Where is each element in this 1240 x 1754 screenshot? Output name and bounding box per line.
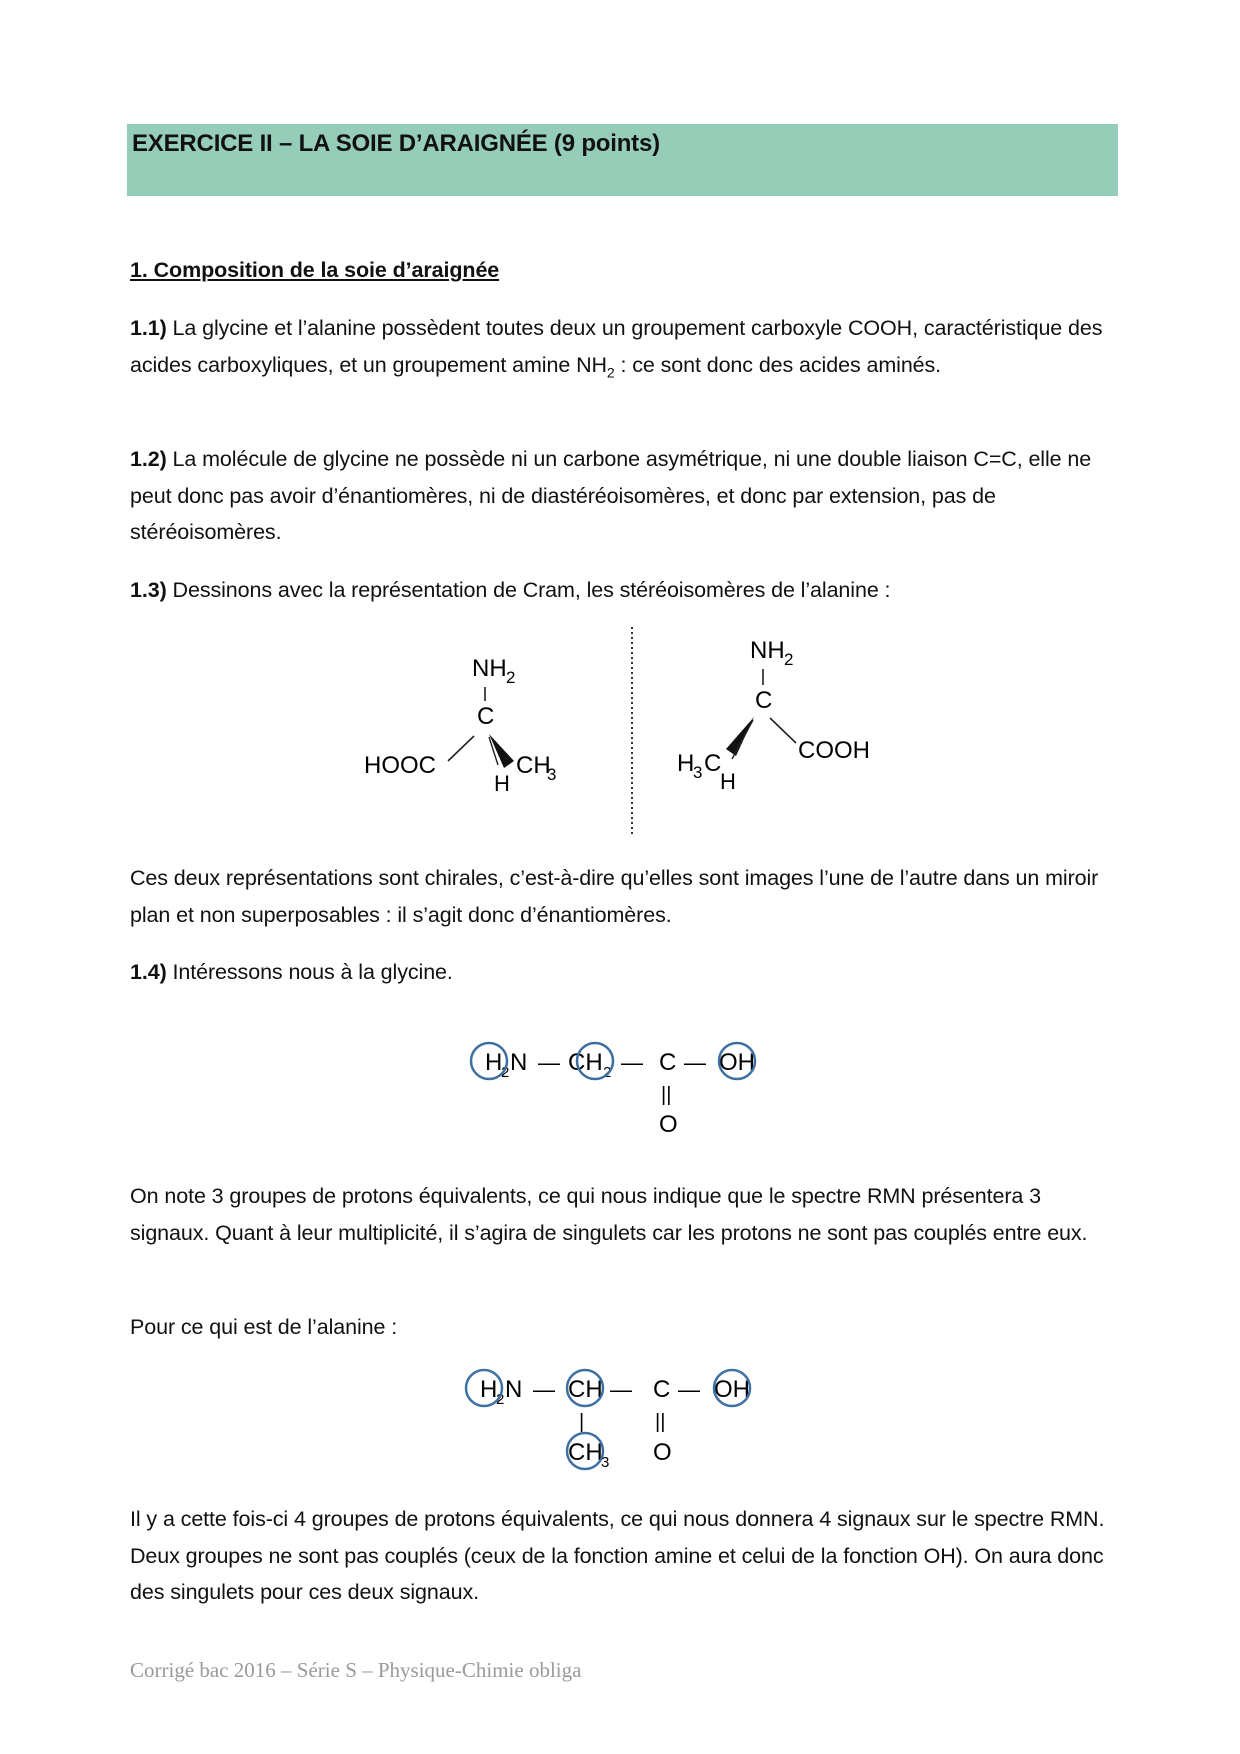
cram-right-sub2: 2 bbox=[784, 650, 794, 669]
cram-right-nh: NH bbox=[750, 637, 785, 664]
cram-left-bond-hooc bbox=[448, 736, 474, 761]
glycine-o: O bbox=[659, 1111, 678, 1138]
cram-right-bond-cooh bbox=[770, 718, 796, 743]
alanine-sub-ch3: 3 bbox=[601, 1454, 610, 1471]
cram-left-h: H bbox=[494, 771, 510, 796]
cram-left-c: C bbox=[477, 703, 495, 730]
cram-right-cooh: COOH bbox=[798, 737, 870, 764]
alanine-ch: CH bbox=[568, 1376, 603, 1403]
paragraph-1-4 bbox=[130, 954, 1120, 991]
glycine-double-bond: || bbox=[661, 1084, 672, 1106]
cram-left-ch: CH bbox=[516, 752, 551, 779]
alanine-n: N bbox=[505, 1376, 523, 1403]
glycine-oh: OH bbox=[719, 1049, 755, 1076]
alanine-o: O bbox=[653, 1439, 672, 1466]
label-1-1: 1.1) bbox=[130, 316, 167, 340]
glycine-ch: CH bbox=[568, 1049, 603, 1076]
cram-right-h: H bbox=[720, 769, 736, 794]
glycine-sub-n: 2 bbox=[501, 1064, 510, 1081]
glycine-n: N bbox=[510, 1049, 528, 1076]
cram-right-molecule bbox=[677, 637, 870, 794]
cram-left-wedge bbox=[489, 734, 514, 768]
glycine-paragraph: On note 3 groupes de protons équivalents, ce qui nous indique que le spectre RMN présentera 3 signaux. Quant à leur multiplicité, il s’agira de singulets car les protons ne sont pas couplés entre eux. bbox=[130, 1184, 1088, 1245]
alanine-dash-3: — bbox=[678, 1377, 700, 1402]
cram-left-sub2: 2 bbox=[506, 668, 516, 687]
glycine-h: H bbox=[485, 1049, 503, 1076]
glycine-formula bbox=[465, 1035, 785, 1145]
alanine-ch3: CH bbox=[568, 1439, 603, 1466]
alanine-oh: OH bbox=[714, 1376, 750, 1403]
paragraph-1-3 bbox=[130, 572, 1120, 609]
alanine-intro: Pour ce qui est de l’alanine : bbox=[130, 1315, 398, 1339]
alanine-h: H bbox=[480, 1376, 498, 1403]
alanine-dash-1: — bbox=[533, 1377, 555, 1402]
cram-left-hooc: HOOC bbox=[364, 752, 436, 779]
glycine-c: C bbox=[659, 1049, 677, 1076]
text-1-3: Dessinons avec la représentation de Cram, les stéréoisomères de l’alanine : bbox=[166, 578, 891, 602]
cram-figure bbox=[350, 625, 910, 845]
cram-left-nh: NH bbox=[472, 655, 507, 682]
label-1-2: 1.2) bbox=[130, 447, 167, 471]
label-1-4: 1.4) bbox=[130, 960, 167, 984]
cram-right-wedge bbox=[726, 717, 754, 756]
paragraph-1-1 bbox=[130, 310, 1120, 383]
alanine-c: C bbox=[653, 1376, 671, 1403]
exercise-title: EXERCICE II – LA SOIE D’ARAIGNÉE (9 points) bbox=[132, 130, 660, 157]
glycine-sub-ch: 2 bbox=[603, 1064, 612, 1081]
cram-right-c: C bbox=[755, 687, 773, 714]
cram-right-hc: C bbox=[704, 750, 722, 777]
chiral-paragraph: Ces deux représentations sont chirales, c’est-à-dire qu’elles sont images l’une de l’autre dans un miroir plan et non superposables : il s’agit donc d’énantiomères. bbox=[130, 866, 1099, 927]
alanine-sub-n: 2 bbox=[496, 1391, 505, 1408]
glycine-dash-2: — bbox=[621, 1050, 643, 1075]
paragraph-1-2 bbox=[130, 441, 1120, 551]
glycine-dash-3: — bbox=[684, 1050, 706, 1075]
exercise-banner bbox=[127, 124, 1118, 196]
cram-left-molecule bbox=[364, 655, 556, 796]
alanine-formula bbox=[460, 1362, 780, 1482]
alanine-single-bond: | bbox=[579, 1411, 585, 1433]
page-footer: Corrigé bac 2016 – Série S – Physique-Chimie obliga bbox=[130, 1658, 582, 1682]
text-1-4: Intéressons nous à la glycine. bbox=[166, 960, 453, 984]
cram-left-sub3: 3 bbox=[547, 765, 557, 784]
text-1-1-sub: 2 bbox=[606, 363, 615, 380]
cram-right-sub3: 3 bbox=[693, 763, 703, 782]
glycine-dash-1: — bbox=[538, 1050, 560, 1075]
text-1-2: La molécule de glycine ne possède ni un carbone asymétrique, ni une double liaison C=C, elle ne peut donc pas avoir d’énantiomères, ni de diastéréoisomères, et donc par extension, pas de stéréoisomères. bbox=[130, 447, 1092, 544]
alanine-double-bond: || bbox=[655, 1411, 666, 1433]
text-1-1b: : ce sont donc des acides aminés. bbox=[614, 352, 942, 377]
text-1-1a: La glycine et l’alanine possèdent toutes deux un groupement carboxyle COOH, caractéristique des acides carboxyliques, et un groupement amine NH bbox=[130, 316, 1103, 377]
cram-right-h3: H bbox=[677, 750, 695, 777]
section-1-title: 1. Composition de la soie d’araignée bbox=[130, 258, 500, 282]
label-1-3: 1.3) bbox=[130, 578, 167, 602]
alanine-paragraph: Il y a cette fois-ci 4 groupes de protons équivalents, ce qui nous donnera 4 signaux sur le spectre RMN. Deux groupes ne sont pas couplés (ceux de la fonction amine et celui de la fonction OH). On aura donc des singulets pour ces deux signaux. bbox=[130, 1507, 1105, 1604]
alanine-dash-2: — bbox=[610, 1377, 632, 1402]
